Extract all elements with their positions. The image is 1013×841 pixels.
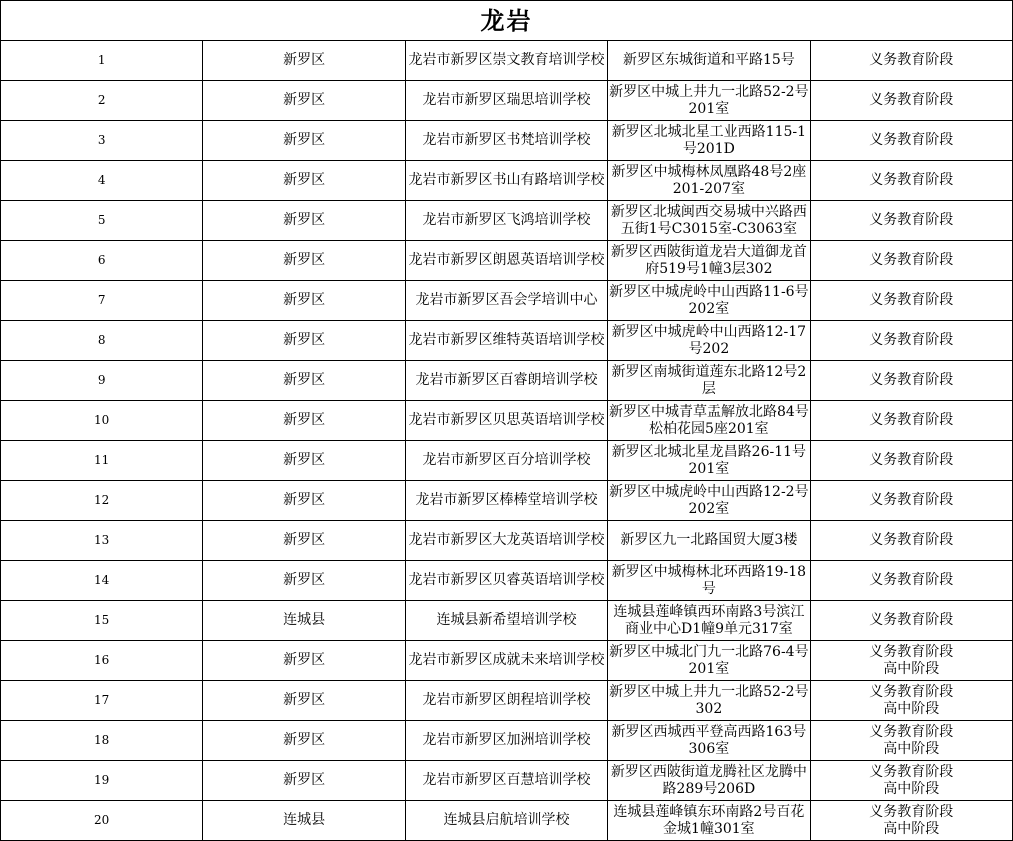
stage-label: 义务教育阶段	[869, 292, 954, 308]
stage-cell	[810, 721, 1012, 761]
school-name-cell: 龙岩市新罗区维特英语培训学校	[405, 321, 607, 361]
stage-cell	[810, 361, 1012, 401]
row-number: 6	[1, 241, 203, 281]
row-number: 2	[1, 81, 203, 121]
address-cell: 新罗区中城梅林北环西路19-18号	[608, 561, 810, 601]
address-cell: 新罗区中城上井九一北路52-2号302	[608, 681, 810, 721]
stage-label: 义务教育阶段	[869, 212, 954, 228]
district-cell: 新罗区	[203, 241, 405, 281]
stage-label: 高中阶段	[883, 820, 940, 837]
address-cell: 新罗区中城梅林凤凰路48号2座201-207室	[608, 161, 810, 201]
stage-cell	[810, 441, 1012, 481]
school-name-cell: 连城县新希望培训学校	[405, 601, 607, 641]
stage-cell	[810, 641, 1012, 681]
address-cell: 新罗区西城西平登高西路163号306室	[608, 721, 810, 761]
address-cell: 新罗区北城闽西交易城中兴路西五街1号C3015室-C3063室	[608, 201, 810, 241]
stage-label: 义务教育阶段	[869, 572, 954, 588]
address-cell: 新罗区东城街道和平路15号	[608, 41, 810, 81]
school-name-cell: 龙岩市新罗区百睿朗培训学校	[405, 361, 607, 401]
district-cell: 新罗区	[203, 361, 405, 401]
address-cell: 新罗区中城虎岭中山西路12-2号202室	[608, 481, 810, 521]
school-name-cell: 龙岩市新罗区崇文教育培训学校	[405, 41, 607, 81]
address-cell: 新罗区北城北星工业西路115-1号201D	[608, 121, 810, 161]
address-cell: 连城县莲峰镇西环南路3号滨江商业中心D1幢9单元317室	[608, 601, 810, 641]
table-row	[1, 241, 1013, 281]
district-cell: 新罗区	[203, 761, 405, 801]
row-number: 14	[1, 561, 203, 601]
district-cell: 新罗区	[203, 321, 405, 361]
table-row	[1, 121, 1013, 161]
table-title: 龙岩	[1, 1, 1013, 41]
row-number: 5	[1, 201, 203, 241]
stage-cell	[810, 201, 1012, 241]
stage-cell	[810, 161, 1012, 201]
school-name-cell: 龙岩市新罗区朗恩英语培训学校	[405, 241, 607, 281]
row-number: 18	[1, 721, 203, 761]
table-row	[1, 321, 1013, 361]
stage-label: 义务教育阶段	[869, 92, 954, 108]
stage-cell	[810, 801, 1012, 841]
stage-label: 高中阶段	[883, 780, 940, 797]
table-row	[1, 641, 1013, 681]
stage-label: 义务教育阶段	[869, 412, 954, 428]
stage-label: 义务教育阶段	[869, 723, 954, 740]
row-number: 1	[1, 41, 203, 81]
stage-label: 义务教育阶段	[869, 132, 954, 148]
address-cell: 连城县莲峰镇东环南路2号百花金城1幢301室	[608, 801, 810, 841]
address-cell: 新罗区西陂街道龙岩大道御龙首府519号1幢3层302	[608, 241, 810, 281]
table-row	[1, 681, 1013, 721]
school-name-cell: 龙岩市新罗区贝睿英语培训学校	[405, 561, 607, 601]
stage-label: 义务教育阶段	[869, 372, 954, 388]
district-cell: 新罗区	[203, 721, 405, 761]
table-row	[1, 761, 1013, 801]
table-row	[1, 281, 1013, 321]
district-cell: 连城县	[203, 801, 405, 841]
table-row	[1, 361, 1013, 401]
table-row	[1, 521, 1013, 561]
stage-cell	[810, 281, 1012, 321]
stage-label: 义务教育阶段	[869, 172, 954, 188]
school-name-cell: 龙岩市新罗区书梵培训学校	[405, 121, 607, 161]
stage-label: 义务教育阶段	[869, 532, 954, 548]
row-number: 20	[1, 801, 203, 841]
address-cell: 新罗区中城上井九一北路52-2号201室	[608, 81, 810, 121]
address-cell: 新罗区中城虎岭中山西路12-17号202	[608, 321, 810, 361]
row-number: 4	[1, 161, 203, 201]
district-cell: 新罗区	[203, 41, 405, 81]
school-name-cell: 龙岩市新罗区成就未来培训学校	[405, 641, 607, 681]
stage-label: 义务教育阶段	[869, 52, 954, 68]
address-cell: 新罗区北城北星龙昌路26-11号201室	[608, 441, 810, 481]
table-row	[1, 801, 1013, 841]
school-name-cell: 连城县启航培训学校	[405, 801, 607, 841]
table-row	[1, 721, 1013, 761]
stage-cell	[810, 401, 1012, 441]
district-cell: 新罗区	[203, 401, 405, 441]
address-cell: 新罗区九一北路国贸大厦3楼	[608, 521, 810, 561]
stage-label: 义务教育阶段	[869, 763, 954, 780]
district-cell: 新罗区	[203, 441, 405, 481]
school-name-cell: 龙岩市新罗区百分培训学校	[405, 441, 607, 481]
stage-label: 高中阶段	[883, 660, 940, 677]
stage-label: 义务教育阶段	[869, 683, 954, 700]
district-cell: 新罗区	[203, 481, 405, 521]
stage-cell	[810, 601, 1012, 641]
table-row	[1, 161, 1013, 201]
stage-label: 义务教育阶段	[869, 612, 954, 628]
row-number: 11	[1, 441, 203, 481]
school-name-cell: 龙岩市新罗区加洲培训学校	[405, 721, 607, 761]
row-number: 10	[1, 401, 203, 441]
district-cell: 新罗区	[203, 161, 405, 201]
school-name-cell: 龙岩市新罗区书山有路培训学校	[405, 161, 607, 201]
school-name-cell: 龙岩市新罗区朗程培训学校	[405, 681, 607, 721]
stage-label: 义务教育阶段	[869, 643, 954, 660]
table-row	[1, 441, 1013, 481]
row-number: 15	[1, 601, 203, 641]
stage-cell	[810, 121, 1012, 161]
stage-cell	[810, 521, 1012, 561]
stage-label: 义务教育阶段	[869, 803, 954, 820]
table-row	[1, 401, 1013, 441]
stage-cell	[810, 81, 1012, 121]
stage-cell	[810, 241, 1012, 281]
stage-cell	[810, 41, 1012, 81]
stage-label: 高中阶段	[883, 700, 940, 717]
table-row	[1, 41, 1013, 81]
address-cell: 新罗区中城虎岭中山西路11-6号202室	[608, 281, 810, 321]
row-number: 17	[1, 681, 203, 721]
district-cell: 新罗区	[203, 121, 405, 161]
stage-label: 高中阶段	[883, 740, 940, 757]
school-name-cell: 龙岩市新罗区瑞思培训学校	[405, 81, 607, 121]
stage-cell	[810, 761, 1012, 801]
title-row	[1, 1, 1013, 41]
address-cell: 新罗区西陂街道龙腾社区龙腾中路289号206D	[608, 761, 810, 801]
table-row	[1, 201, 1013, 241]
district-cell: 新罗区	[203, 81, 405, 121]
school-name-cell: 龙岩市新罗区大龙英语培训学校	[405, 521, 607, 561]
school-name-cell: 龙岩市新罗区飞鸿培训学校	[405, 201, 607, 241]
address-cell: 新罗区南城街道莲东北路12号2层	[608, 361, 810, 401]
table-row	[1, 561, 1013, 601]
table-row	[1, 81, 1013, 121]
row-number: 16	[1, 641, 203, 681]
district-cell: 新罗区	[203, 281, 405, 321]
row-number: 7	[1, 281, 203, 321]
stage-label: 义务教育阶段	[869, 252, 954, 268]
district-cell: 连城县	[203, 601, 405, 641]
district-cell: 新罗区	[203, 641, 405, 681]
row-number: 19	[1, 761, 203, 801]
row-number: 13	[1, 521, 203, 561]
school-name-cell: 龙岩市新罗区吾会学培训中心	[405, 281, 607, 321]
table-row	[1, 481, 1013, 521]
row-number: 9	[1, 361, 203, 401]
stage-label: 义务教育阶段	[869, 452, 954, 468]
address-cell: 新罗区中城青草盂解放北路84号松柏花园5座201室	[608, 401, 810, 441]
stage-cell	[810, 481, 1012, 521]
stage-cell	[810, 561, 1012, 601]
row-number: 8	[1, 321, 203, 361]
table-row	[1, 601, 1013, 641]
row-number: 12	[1, 481, 203, 521]
stage-cell	[810, 681, 1012, 721]
school-name-cell: 龙岩市新罗区贝思英语培训学校	[405, 401, 607, 441]
district-cell: 新罗区	[203, 561, 405, 601]
address-cell: 新罗区中城北门九一北路76-4号201室	[608, 641, 810, 681]
stage-cell	[810, 321, 1012, 361]
school-name-cell: 龙岩市新罗区棒棒堂培训学校	[405, 481, 607, 521]
school-name-cell: 龙岩市新罗区百慧培训学校	[405, 761, 607, 801]
row-number: 3	[1, 121, 203, 161]
district-cell: 新罗区	[203, 201, 405, 241]
district-cell: 新罗区	[203, 521, 405, 561]
stage-label: 义务教育阶段	[869, 332, 954, 348]
district-cell: 新罗区	[203, 681, 405, 721]
stage-label: 义务教育阶段	[869, 492, 954, 508]
